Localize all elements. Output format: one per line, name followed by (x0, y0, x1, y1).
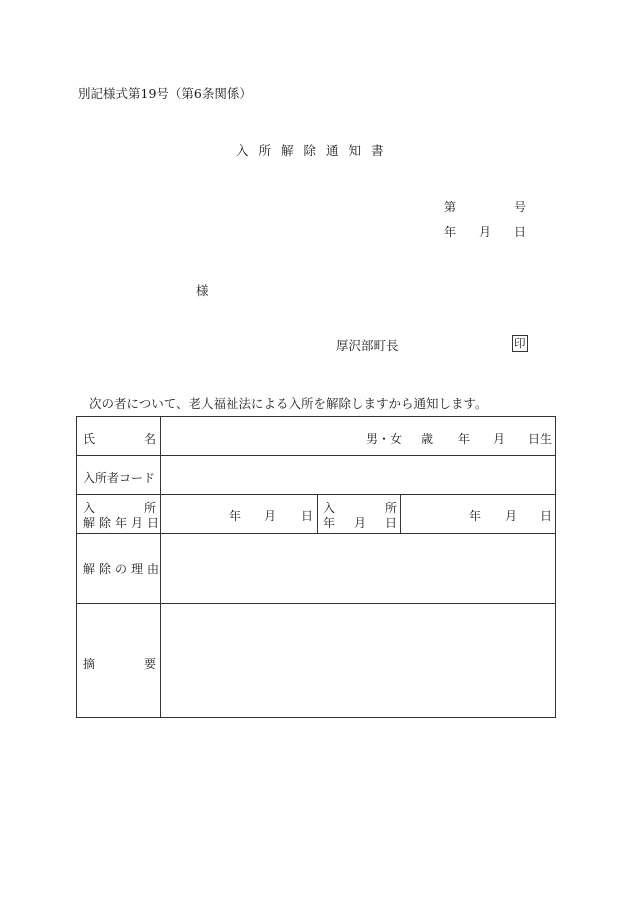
code-label: 入所者コード (83, 471, 156, 485)
form-table (76, 416, 556, 718)
admission-label-b: 所 (144, 501, 157, 515)
admission-month: 月 (264, 509, 277, 523)
addressee-honorific: 様 (196, 283, 209, 298)
reason-label: 解除の理由 (83, 562, 164, 576)
issuer-title: 厚沢部町長 (336, 338, 399, 353)
removal-date-label: 解除年月日 (83, 516, 164, 530)
date-column-divider (400, 494, 401, 533)
document-title: 入所解除通知書 (236, 143, 394, 158)
form-id: 別記様式第19号（第6条関係） (78, 86, 252, 101)
issue-date-year: 年 (444, 225, 457, 239)
removal-month: 月 (505, 509, 518, 523)
facility-month: 月 (354, 516, 367, 530)
birth-year: 年 (458, 432, 471, 446)
birth-month: 月 (493, 432, 506, 446)
seal-mark: 印 (514, 336, 526, 350)
birth-day: 日生 (528, 432, 553, 446)
facility-label-b: 所 (385, 501, 398, 515)
age-suffix: 歳 (421, 432, 434, 446)
row-divider (77, 603, 555, 604)
row-divider (77, 533, 555, 534)
facility-label-a: 入 (323, 501, 336, 515)
remarks-label-1: 摘 (83, 657, 96, 671)
row-divider (77, 455, 555, 456)
name-label-2: 名 (144, 432, 157, 446)
notice-text: 次の者について、老人福祉法による入所を解除しますから通知します。 (89, 396, 488, 411)
facility-year: 年 (323, 516, 336, 530)
number-prefix: 第 (444, 200, 457, 214)
sex-options: 男・女 (366, 432, 403, 446)
removal-year: 年 (469, 509, 482, 523)
admission-label-a: 入 (83, 501, 96, 515)
issue-date-day: 日 (514, 225, 527, 239)
name-label-1: 氏 (83, 432, 96, 446)
number-suffix: 号 (514, 200, 527, 214)
admission-day: 日 (301, 509, 314, 523)
remarks-label-2: 要 (144, 657, 157, 671)
issue-date-month: 月 (479, 225, 492, 239)
removal-day: 日 (540, 509, 553, 523)
facility-day: 日 (385, 516, 398, 530)
row-divider (77, 494, 555, 495)
admission-year: 年 (229, 509, 242, 523)
date-column-divider (317, 494, 318, 533)
